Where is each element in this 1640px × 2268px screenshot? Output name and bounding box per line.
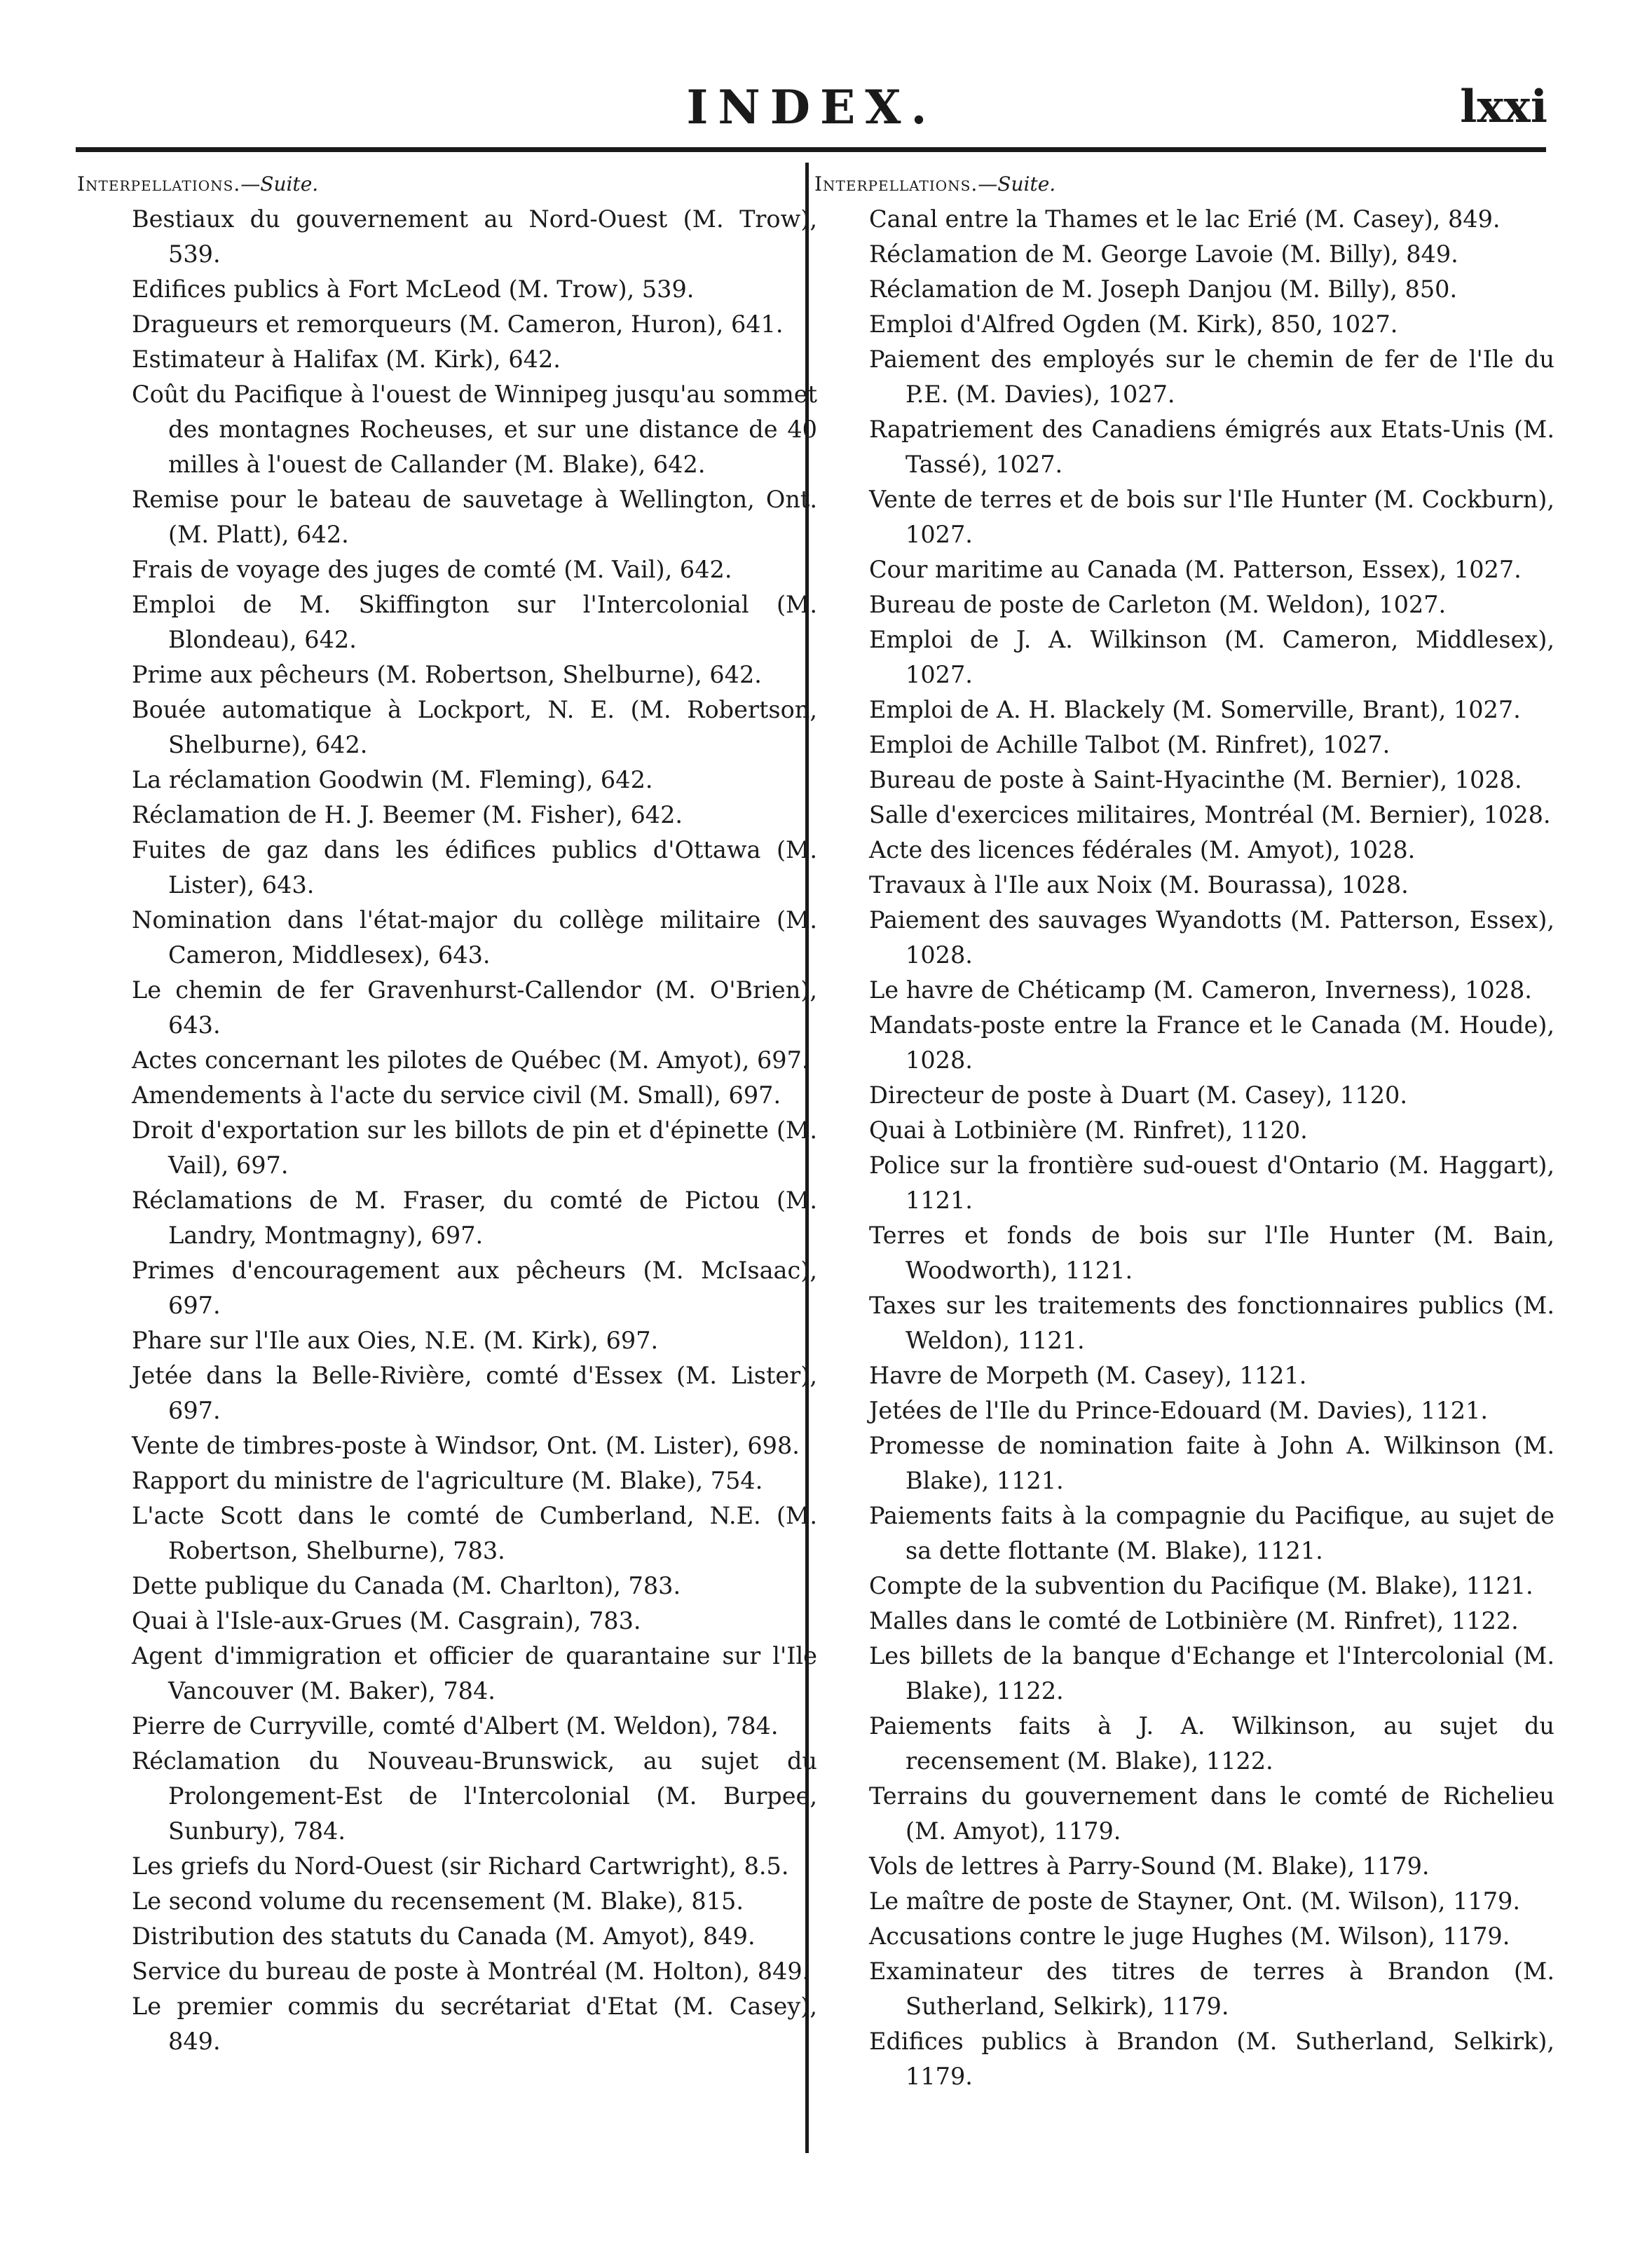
- index-entry: Dette publique du Canada (M. Charlton), 783.: [132, 1572, 681, 1599]
- index-entry: Service du bureau de poste à Montréal (M. Holton), 849.: [132, 1958, 810, 1985]
- index-entry: Estimateur à Halifax (M. Kirk), 642.: [132, 346, 561, 373]
- index-entry: Mandats-poste entre la France et le Canada (M. Houde), 1028.: [869, 1011, 1554, 1074]
- index-entry: Quai à l'Isle-aux-Grues (M. Casgrain), 783.: [132, 1607, 641, 1634]
- page-header: [76, 76, 1547, 139]
- index-entry: Le chemin de fer Gravenhurst-Callendor (M. O'Brien), 643.: [132, 976, 817, 1039]
- index-entry: Vols de lettres à Parry-Sound (M. Blake), 1179.: [869, 1852, 1430, 1880]
- index-entry: Police sur la frontière sud-ouest d'Ontario (M. Haggart), 1121.: [869, 1152, 1554, 1214]
- index-entry: Terres et fonds de bois sur l'Ile Hunter (M. Bain, Woodworth), 1121.: [869, 1222, 1554, 1284]
- page-title: INDEX.: [686, 80, 937, 135]
- right-column: [814, 167, 1554, 2094]
- index-entry: Prime aux pêcheurs (M. Robertson, Shelburne), 642.: [132, 661, 762, 688]
- index-entry: Bestiaux du gouvernement au Nord-Ouest (M. Trow), 539.: [132, 205, 817, 268]
- index-entry: Taxes sur les traitements des fonctionnaires publics (M. Weldon), 1121.: [869, 1292, 1554, 1354]
- index-entry: Directeur de poste à Duart (M. Casey), 1120.: [869, 1081, 1407, 1109]
- index-entry: Le havre de Chéticamp (M. Cameron, Inverness), 1028.: [869, 976, 1532, 1004]
- index-entry: Rapatriement des Canadiens émigrés aux Etats-Unis (M. Tassé), 1027.: [869, 416, 1554, 478]
- index-entry: Coût du Pacifique à l'ouest de Winnipeg jusqu'au sommet des montagnes Rocheuses, et sur une distance de 40 milles à l'ouest de Callander (M. Blake), 642.: [132, 381, 817, 478]
- index-entry: Edifices publics à Fort McLeod (M. Trow), 539.: [132, 275, 695, 303]
- index-entry: Emploi de Achille Talbot (M. Rinfret), 1027.: [869, 731, 1390, 758]
- index-entry: Emploi de J. A. Wilkinson (M. Cameron, Middlesex), 1027.: [869, 626, 1554, 688]
- index-entry: Distribution des statuts du Canada (M. Amyot), 849.: [132, 1922, 756, 1950]
- index-entry: Réclamations de M. Fraser, du comté de Pictou (M. Landry, Montmagny), 697.: [132, 1187, 817, 1249]
- index-entry: Bureau de poste de Carleton (M. Weldon), 1027.: [869, 591, 1447, 618]
- right-section-heading: [814, 167, 1554, 202]
- index-entry: Compte de la subvention du Pacifique (M. Blake), 1121.: [869, 1572, 1533, 1599]
- index-entry: L'acte Scott dans le comté de Cumberland, N.E. (M. Robertson, Shelburne), 783.: [132, 1502, 817, 1564]
- index-entry: Actes concernant les pilotes de Québec (M. Amyot), 697.: [132, 1046, 809, 1074]
- index-entry: Réclamation du Nouveau-Brunswick, au sujet du Prolongement-Est de l'Intercolonial (M. Burpee, Sunbury), 784.: [132, 1747, 817, 1845]
- index-entry: Emploi de A. H. Blackely (M. Somerville, Brant), 1027.: [869, 696, 1521, 723]
- index-entry: Vente de timbres-poste à Windsor, Ont. (M. Lister), 698.: [132, 1432, 800, 1459]
- index-entry: Accusations contre le juge Hughes (M. Wilson), 1179.: [869, 1922, 1510, 1950]
- index-entry: Acte des licences fédérales (M. Amyot), 1028.: [869, 836, 1416, 863]
- index-entry: Primes d'encouragement aux pêcheurs (M. McIsaac), 697.: [132, 1257, 817, 1319]
- index-entry: Bouée automatique à Lockport, N. E. (M. Robertson, Shelburne), 642.: [132, 696, 817, 758]
- index-entry: Dragueurs et remorqueurs (M. Cameron, Huron), 641.: [132, 310, 784, 338]
- index-entry: Bureau de poste à Saint-Hyacinthe (M. Bernier), 1028.: [869, 766, 1522, 793]
- index-entry: Frais de voyage des juges de comté (M. Vail), 642.: [132, 556, 732, 583]
- index-entry: Paiements faits à la compagnie du Pacifique, au sujet de sa dette flottante (M. Blake), 1121.: [869, 1502, 1554, 1564]
- index-entry: Fuites de gaz dans les édifices publics d'Ottawa (M. Lister), 643.: [132, 836, 817, 899]
- index-entry: Les griefs du Nord-Ouest (sir Richard Cartwright), 8.5.: [132, 1852, 789, 1880]
- index-entry: Examinateur des titres de terres à Brandon (M. Sutherland, Selkirk), 1179.: [869, 1958, 1554, 2020]
- index-entry: Vente de terres et de bois sur l'Ile Hunter (M. Cockburn), 1027.: [869, 486, 1554, 548]
- index-entry: Réclamation de M. Joseph Danjou (M. Billy), 850.: [869, 275, 1458, 303]
- index-entry: Terrains du gouvernement dans le comté de Richelieu (M. Amyot), 1179.: [869, 1782, 1554, 1845]
- index-entry: Quai à Lotbinière (M. Rinfret), 1120.: [869, 1116, 1308, 1144]
- index-entry: Malles dans le comté de Lotbinière (M. Rinfret), 1122.: [869, 1607, 1519, 1634]
- left-column: [77, 167, 817, 2059]
- index-entry: Réclamation de H. J. Beemer (M. Fisher), 642.: [132, 801, 683, 828]
- index-entry: Promesse de nomination faite à John A. Wilkinson (M. Blake), 1121.: [869, 1432, 1554, 1494]
- index-entry: Jetées de l'Ile du Prince-Edouard (M. Davies), 1121.: [869, 1397, 1489, 1424]
- index-entry: Pierre de Curryville, comté d'Albert (M. Weldon), 784.: [132, 1712, 779, 1740]
- left-section-heading: [77, 167, 817, 202]
- index-entry: Emploi de M. Skiffington sur l'Intercolonial (M. Blondeau), 642.: [132, 591, 817, 653]
- index-entry: Remise pour le bateau de sauvetage à Wellington, Ont. (M. Platt), 642.: [132, 486, 817, 548]
- page-number: lxxi: [1460, 81, 1547, 133]
- index-entry: Travaux à l'Ile aux Noix (M. Bourassa), 1028.: [869, 871, 1409, 899]
- index-entry: Salle d'exercices militaires, Montréal (M. Bernier), 1028.: [869, 801, 1551, 828]
- index-entry: Emploi d'Alfred Ogden (M. Kirk), 850, 1027.: [869, 310, 1398, 338]
- index-entry: Agent d'immigration et officier de quarantaine sur l'Ile Vancouver (M. Baker), 784.: [132, 1642, 817, 1705]
- index-entry: Le premier commis du secrétariat d'Etat (M. Casey), 849.: [132, 1993, 817, 2055]
- right-entry-list: [814, 202, 1554, 2094]
- index-entry: Rapport du ministre de l'agriculture (M. Blake), 754.: [132, 1467, 763, 1494]
- header-rule: [76, 147, 1546, 152]
- index-entry: La réclamation Goodwin (M. Fleming), 642.: [132, 766, 653, 793]
- index-entry: Droit d'exportation sur les billots de pin et d'épinette (M. Vail), 697.: [132, 1116, 817, 1179]
- index-entry: Amendements à l'acte du service civil (M. Small), 697.: [132, 1081, 781, 1109]
- index-entry: Nomination dans l'état-major du collège militaire (M. Cameron, Middlesex), 643.: [132, 906, 817, 969]
- right-heading-main: Interpellations.: [814, 172, 978, 196]
- index-entry: Canal entre la Thames et le lac Erié (M. Casey), 849.: [869, 205, 1501, 233]
- index-entry: Cour maritime au Canada (M. Patterson, Essex), 1027.: [869, 556, 1522, 583]
- index-entry: Les billets de la banque d'Echange et l'Intercolonial (M. Blake), 1122.: [869, 1642, 1554, 1705]
- right-heading-suffix: —Suite.: [978, 172, 1056, 196]
- index-entry: Le maître de poste de Stayner, Ont. (M. Wilson), 1179.: [869, 1887, 1520, 1915]
- index-entry: Edifices publics à Brandon (M. Sutherland, Selkirk), 1179.: [869, 2028, 1554, 2090]
- index-entry: Havre de Morpeth (M. Casey), 1121.: [869, 1362, 1307, 1389]
- index-entry: Phare sur l'Ile aux Oies, N.E. (M. Kirk), 697.: [132, 1327, 659, 1354]
- index-entry: Le second volume du recensement (M. Blake), 815.: [132, 1887, 744, 1915]
- left-entry-list: [77, 202, 817, 2059]
- index-entry: Paiement des sauvages Wyandotts (M. Patterson, Essex), 1028.: [869, 906, 1554, 969]
- left-heading-suffix: —Suite.: [240, 172, 319, 196]
- index-entry: Jetée dans la Belle-Rivière, comté d'Essex (M. Lister), 697.: [132, 1362, 817, 1424]
- left-heading-main: Interpellations.: [77, 172, 241, 196]
- index-entry: Paiement des employés sur le chemin de fer de l'Ile du P.E. (M. Davies), 1027.: [869, 346, 1554, 408]
- index-entry: Paiements faits à J. A. Wilkinson, au sujet du recensement (M. Blake), 1122.: [869, 1712, 1554, 1775]
- index-entry: Réclamation de M. George Lavoie (M. Billy), 849.: [869, 240, 1458, 268]
